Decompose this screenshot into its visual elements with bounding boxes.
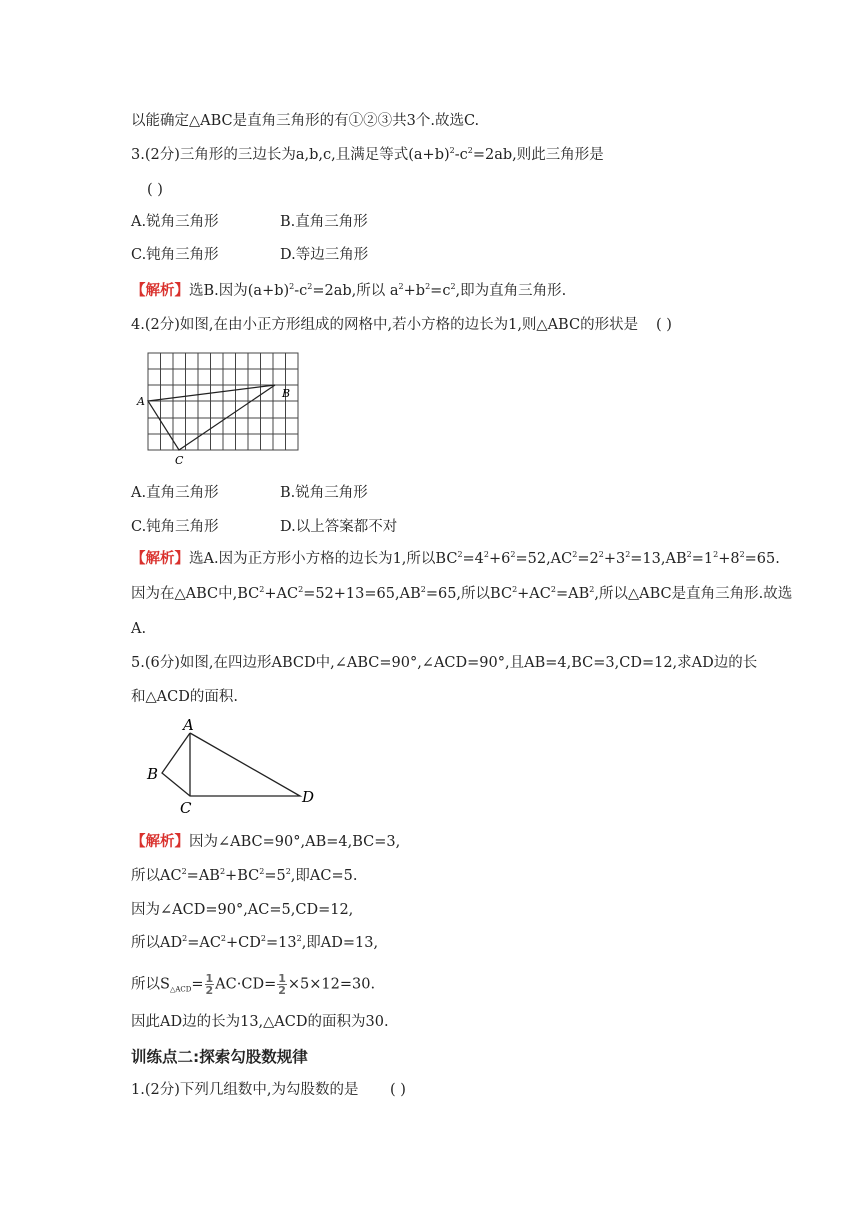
solution-tag: 【解析】: [131, 833, 189, 850]
q4-label-b: B: [282, 387, 291, 400]
s2-q1-answer-paren: ( ): [390, 1082, 406, 1098]
q5-solution-line3: 因为∠ACD=90°,AC=5,CD=12,: [131, 902, 354, 918]
q5-label-d: D: [302, 788, 315, 806]
s2-q1-stem: 1.(2分)下列几组数中,为勾股数的是: [131, 1082, 359, 1098]
q4-grid-figure: [135, 345, 310, 470]
q5-label-c: C: [180, 799, 192, 817]
q5-solution-line5: 所以$S_{\triangle ACD}=$ $\frac{1}{2}$ AC·CD= $\frac{1}{2}$ ×5×12=30.: [131, 972, 376, 997]
q4-label-a: A: [137, 395, 145, 408]
q4-stem: 4.(2分)如图,在由小正方形组成的网格中,若小方格的边长为1,则△ABC的形状是: [131, 317, 639, 333]
q4-option-a: A.直角三角形: [131, 485, 219, 501]
q5-solution-line4: 所以$AD^2=AC^2+CD^2=13^2$,即AD=13,: [131, 934, 379, 951]
fraction-one-half: $\frac{1}{2}$: [205, 972, 214, 997]
q4-solution-line3: A.: [131, 621, 147, 637]
q3-solution: 【解析】选B.因为$(a+b)^2-c^2=2ab$,所以 $a^2+b^2=c^2$,即为直角三角形.: [131, 282, 567, 299]
q5-label-b: B: [147, 765, 159, 783]
q3-option-a: A.锐角三角形: [131, 214, 219, 230]
prev-answer-line: 以能确定△ABC是直角三角形的有①②③共3个.故选C.: [131, 113, 480, 129]
q5-label-a: A: [183, 716, 194, 734]
q4-answer-paren: ( ): [656, 317, 672, 333]
q3-option-c: C.钝角三角形: [131, 247, 219, 263]
section-heading: 训练点二:探索勾股数规律: [131, 1048, 308, 1066]
q5-stem-line1: 5.(6分)如图,在四边形ABCD中,∠ABC=90°,∠ACD=90°,且AB=4,BC=3,CD=12,求AD边的长: [131, 655, 758, 671]
q3-answer-paren: ( ): [147, 182, 163, 198]
q5-stem-line2: 和△ACD的面积.: [131, 689, 238, 705]
solution-tag: 【解析】: [131, 282, 189, 299]
q3-option-d: D.等边三角形: [280, 247, 369, 263]
q5-solution-line6: 因此AD边的长为13,△ACD的面积为30.: [131, 1014, 389, 1030]
q3-option-b: B.直角三角形: [280, 214, 368, 230]
q4-option-b: B.锐角三角形: [280, 485, 368, 501]
q5-quadrilateral-figure: [140, 713, 330, 818]
q4-solution-line1: 【解析】选A.因为正方形小方格的边长为1,所以$BC^2=4^2+6^2=52,AC^2=2^2+3^2=13,AB^2=1^2+8^2=65$.: [131, 550, 780, 567]
q4-label-c: C: [175, 454, 184, 467]
q3-stem: 3.(2分)三角形的三边长为a,b,c,且满足等式$(a+b)^2-c^2=2ab$,则此三角形是: [131, 146, 604, 163]
q5-solution-line1: 【解析】因为∠ABC=90°,AB=4,BC=3,: [131, 833, 401, 850]
q4-option-c: C.钝角三角形: [131, 519, 219, 535]
fraction-one-half: $\frac{1}{2}$: [278, 972, 286, 997]
q4-option-d: D.以上答案都不对: [280, 519, 398, 535]
q4-solution-line2: 因为在△ABC中$,BC^2+AC^2=52+13=65,AB^2=65$,所以$BC^2+AC^2=AB^2$,所以△ABC是直角三角形.故选: [131, 585, 793, 602]
solution-tag: 【解析】: [131, 550, 189, 567]
q5-solution-line2: 所以$AC^2=AB^2+BC^2=5^2$,即AC=5.: [131, 867, 358, 884]
